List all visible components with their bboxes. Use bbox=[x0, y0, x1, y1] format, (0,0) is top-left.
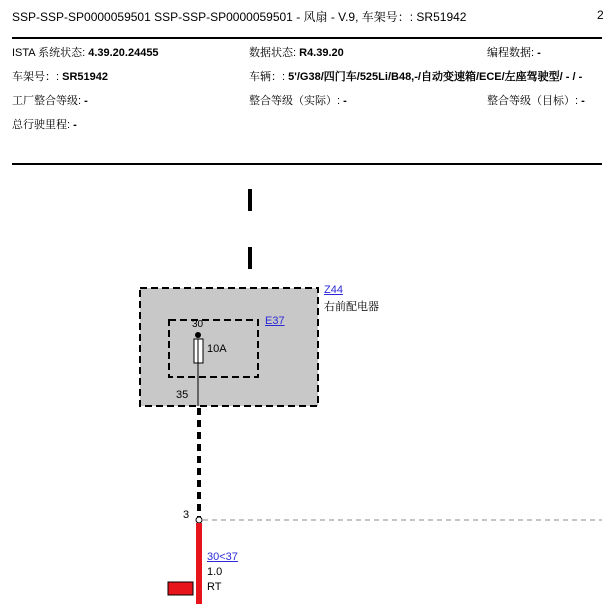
programming-data-label: 编程数据: bbox=[487, 47, 538, 59]
fuse-pin-label: 30 bbox=[192, 319, 204, 330]
programming-data-value: - bbox=[537, 47, 541, 59]
fuse-terminal-dot bbox=[195, 332, 201, 338]
break-marker-top bbox=[248, 189, 252, 211]
vin-label: 车架号：: bbox=[12, 71, 63, 83]
mileage-value: - bbox=[73, 119, 77, 131]
data-status-label: 数据状态: bbox=[249, 47, 300, 59]
fuse-link[interactable]: E37 bbox=[265, 315, 285, 327]
actual-level-value: - bbox=[343, 95, 347, 107]
vehicle-value: 5'/G38/四门车/525Li/B48,-/自动变速箱/ECE/左座驾驶型/ - / - bbox=[288, 71, 583, 83]
wire-color-swatch bbox=[168, 582, 193, 595]
ista-status-value: 4.39.20.24455 bbox=[88, 47, 159, 59]
module-pin-label: 35 bbox=[176, 389, 189, 401]
data-status-value: R4.39.20 bbox=[299, 47, 344, 59]
red-wire bbox=[196, 523, 202, 604]
wire-reference-link[interactable]: 30<37 bbox=[207, 551, 238, 563]
target-level-label: 整合等级（目标）: bbox=[487, 95, 582, 107]
document-title: SSP-SSP-SP0000059501 SSP-SSP-SP0000059501 - 风扇 - V.9, 车架号：: SR51942 bbox=[12, 10, 467, 24]
mileage-label: 总行驶里程: bbox=[12, 119, 74, 131]
module-name: 右前配电器 bbox=[324, 301, 379, 313]
ista-status-label: ISTA 系统状态: bbox=[12, 47, 89, 59]
page-number: 2 bbox=[597, 8, 604, 22]
factory-level-label: 工厂整合等级: bbox=[12, 95, 85, 107]
wire-size: 1.0 bbox=[207, 566, 223, 578]
connector-pin-icon bbox=[196, 517, 202, 523]
break-marker-bottom bbox=[248, 247, 252, 269]
vin-value: SR51942 bbox=[62, 71, 108, 83]
target-level-value: - bbox=[581, 95, 585, 107]
module-box bbox=[140, 288, 318, 406]
connector-pin-label: 3 bbox=[183, 509, 190, 521]
wire-color-label: RT bbox=[207, 581, 222, 593]
vehicle-label: 车辆：: bbox=[249, 71, 289, 83]
module-link[interactable]: Z44 bbox=[324, 284, 343, 296]
actual-level-label: 整合等级（实际）: bbox=[249, 95, 344, 107]
factory-level-value: - bbox=[84, 95, 88, 107]
fuse-rating: 10A bbox=[207, 343, 227, 355]
